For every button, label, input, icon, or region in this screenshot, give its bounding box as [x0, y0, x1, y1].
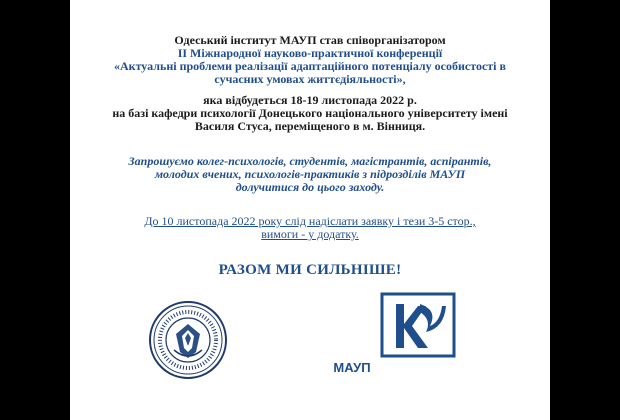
- announcement-line-4: сучасних умовах життєдіяльності»,: [214, 72, 406, 86]
- university-seal-icon: [148, 300, 228, 380]
- right-black-bar: [550, 0, 620, 420]
- announcement-document: [70, 0, 550, 420]
- announcement-line-5: яка відбудеться 18-19 листопада 2022 р.: [203, 93, 417, 107]
- deadline-text-2: вимоги - у додатку.: [261, 227, 359, 241]
- deadline-line-2: [70, 228, 550, 241]
- invite-line-2: молодих вчених, психологів-практиків з підрозділів МАУП: [154, 167, 466, 181]
- maup-logo-icon: [380, 292, 456, 370]
- invite-line-3: долучитися до цього заходу.: [235, 180, 385, 194]
- announcement-line-3: «Актуальні проблеми реалізації адаптаційного потенціалу особистості в: [113, 59, 506, 73]
- invite-line-1: Запрошуємо колег-психологів, студентів, магістрантів, аспірантів,: [128, 154, 492, 168]
- maup-logo-label: МАУП: [333, 360, 371, 375]
- slogan: РАЗОМ МИ СИЛЬНІШЕ!: [218, 262, 402, 278]
- announcement-line-2: ІІ Міжнародної науково-практичної конференції: [177, 46, 443, 60]
- announcement-line-6: на базі кафедри психології Донецького національного університету імені: [112, 106, 508, 120]
- left-black-bar: [0, 0, 70, 420]
- announcement-line-1: Одеський інститут МАУП став співорганізатором: [174, 33, 446, 47]
- deadline-text-1: До 10 листопада 2022 року слід надіслати заявку і тези 3-5 стор.,: [144, 214, 476, 228]
- announcement-line-7: Василя Стуса, переміщеного в м. Вінниця.: [194, 119, 426, 133]
